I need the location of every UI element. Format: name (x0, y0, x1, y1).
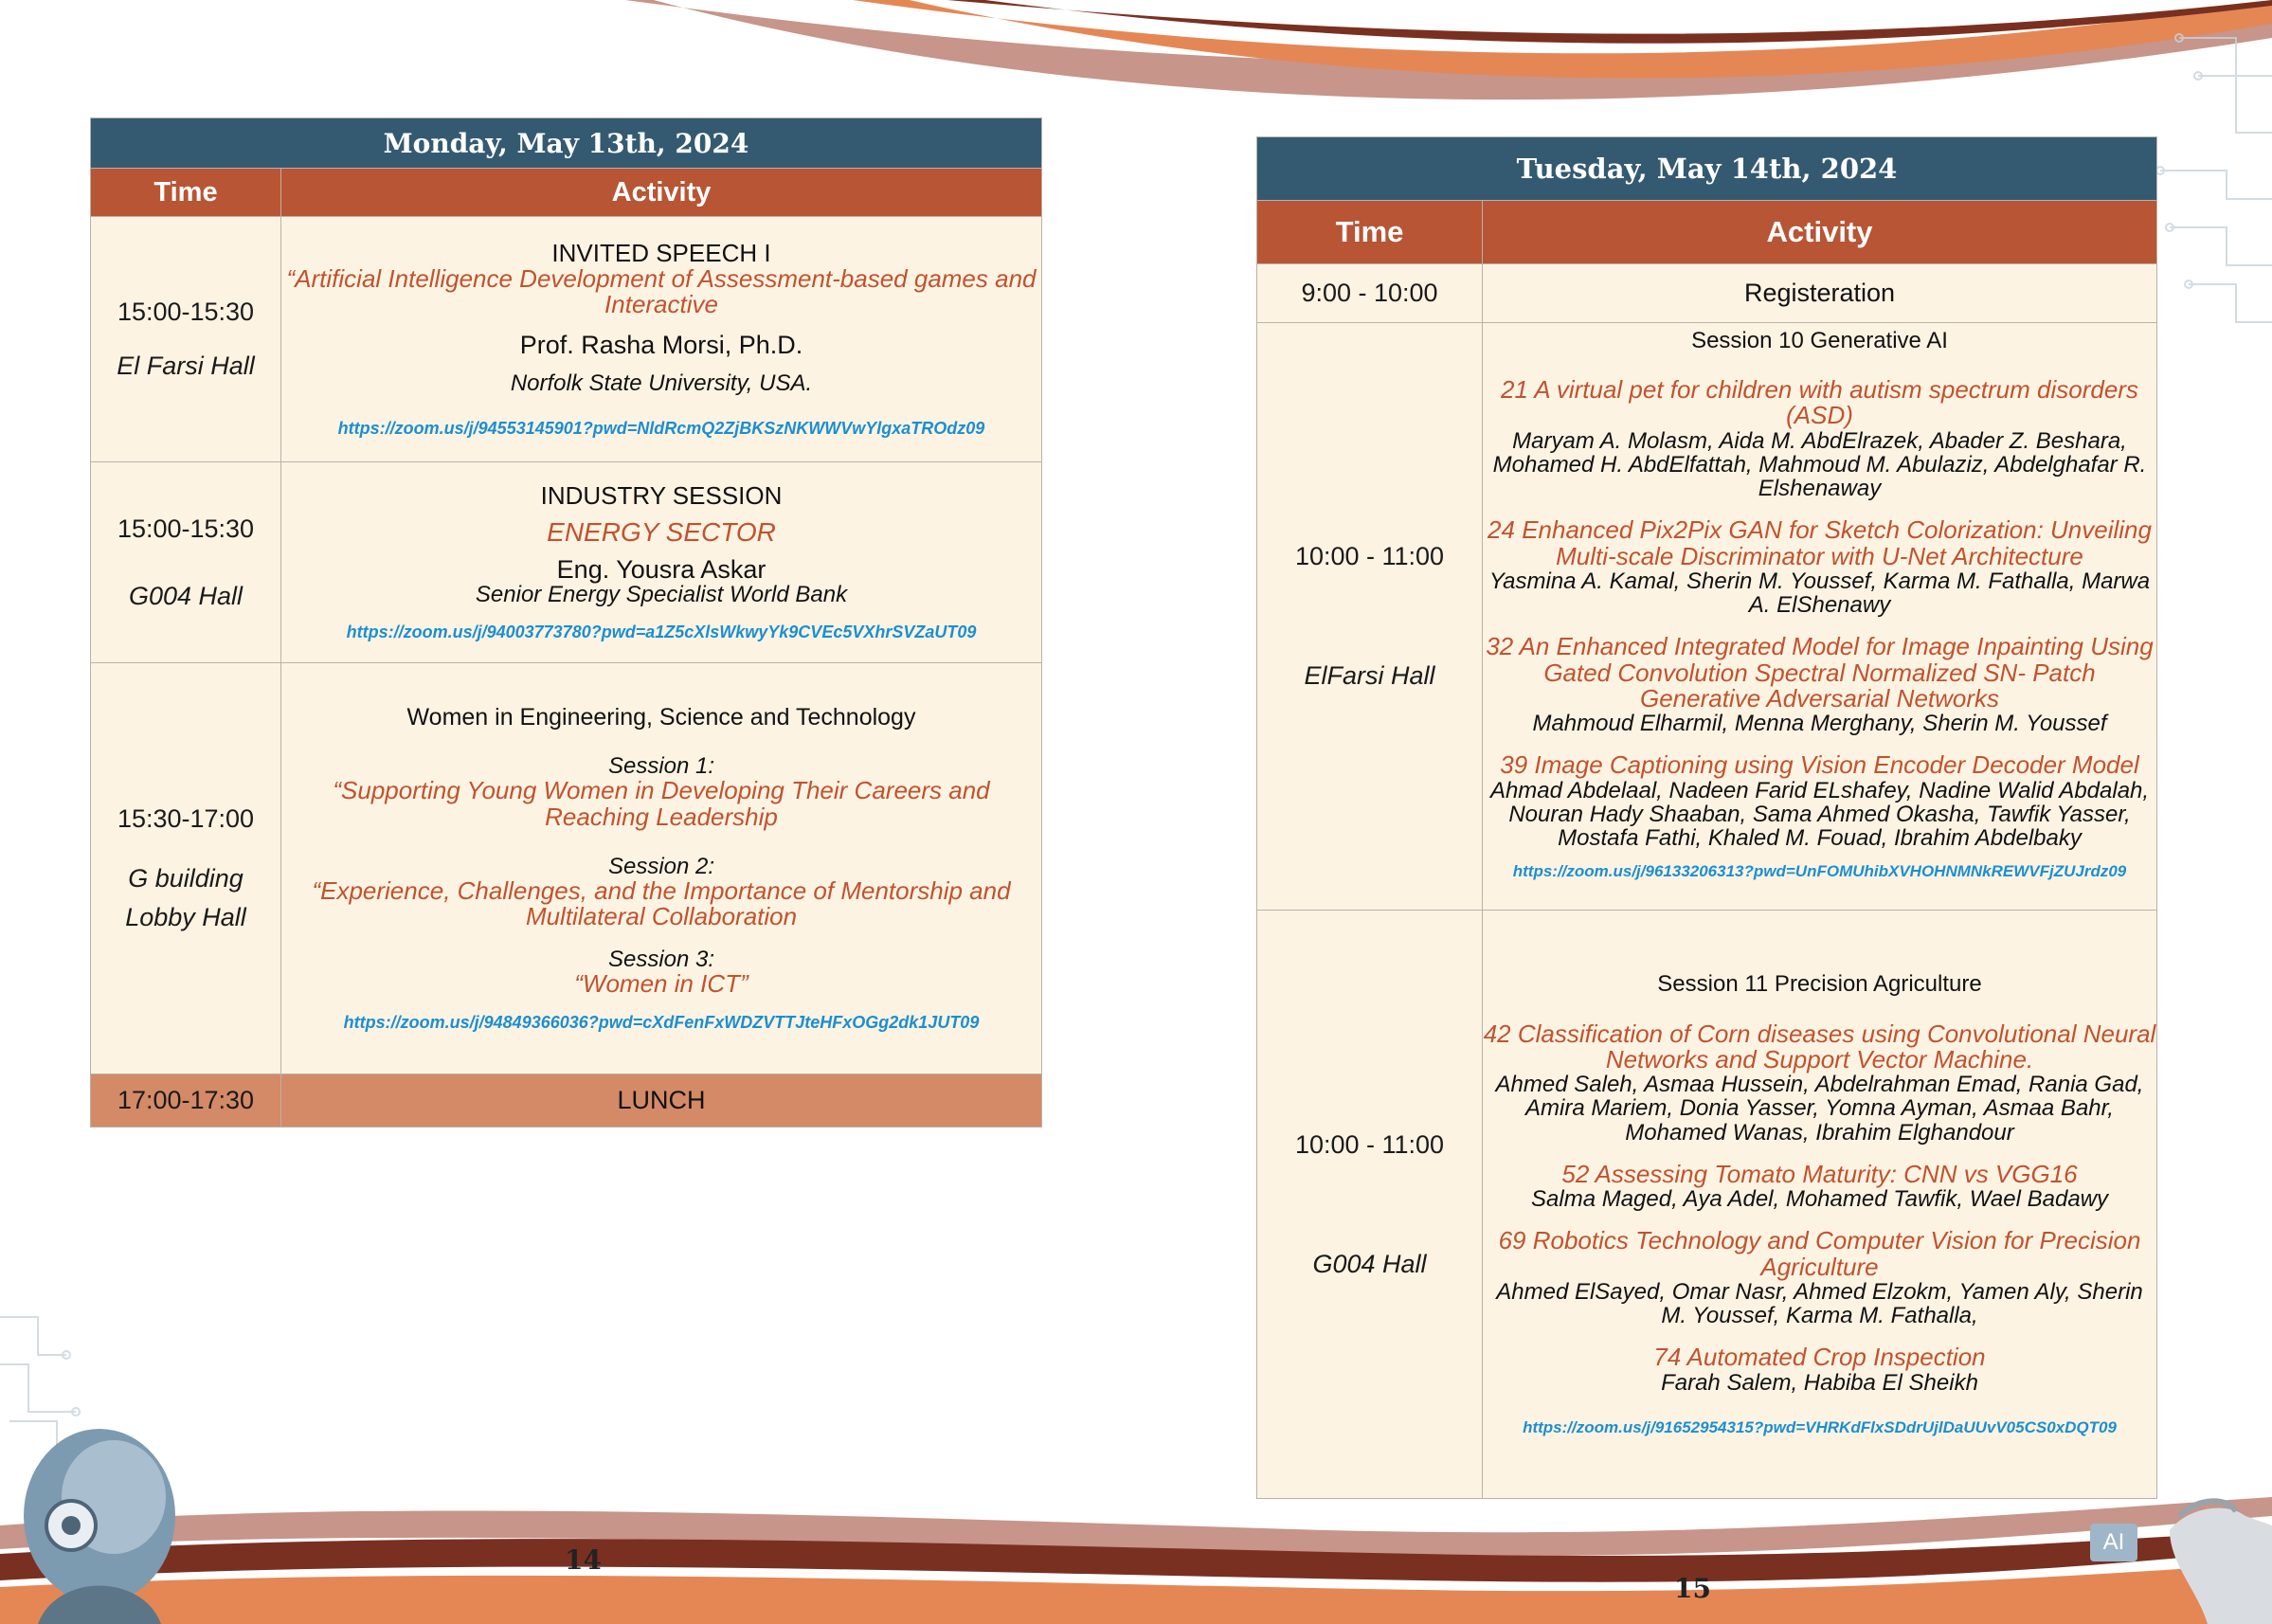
paper-title: 32 An Enhanced Integrated Model for Image Inpainting Using Gated Convolution Spectral Normalized SN- Patch Generative Adversarial Networks (1486, 632, 2154, 713)
paper-title: 42 Classification of Corn diseases using Convolutional Neural Networks and Support Vector Machine. (1483, 1019, 2156, 1074)
zoom-link[interactable]: https://zoom.us/j/94003773780?pwd=a1Z5cXlsWkwyYk9CVEc5VXhrSVZaUT09 (346, 623, 977, 642)
speaker-name: Eng. Yousra Askar (556, 554, 766, 584)
table-row (91, 462, 1042, 663)
paper-authors: Maryam A. Molasm, Aida M. AbdElrazek, Abader Z. Beshara, Mohamed H. AbdElfattah, Mahmoud M. Abulaziz, Abdelghafar R. Elshenaway (1492, 427, 2147, 502)
speaker-affiliation: Norfolk State University, USA. (510, 370, 813, 397)
paper-title: 39 Image Captioning using Vision Encoder Decoder Model (1500, 750, 2139, 780)
activity-cell (1483, 323, 2157, 911)
zoom-link[interactable]: https://zoom.us/j/96133206313?pwd=UnFOMUhibXVHOHNMNkREWVFjZUJrdz09 (1512, 862, 2127, 881)
time-header: Time (91, 169, 281, 217)
talk-title: ENERGY SECTOR (547, 517, 776, 548)
paper-authors: Ahmad Abdelaal, Nadeen Farid ELshafey, Nadine Walid Abdalah, Nouran Hady Shaaban, Sama Ahmed Okasha, Tawfik Yasser, Mostafa Fathi, Khaled M. Fouad, Ibrahim Abdelbaky (1489, 777, 2150, 852)
session-heading: INVITED SPEECH I (551, 238, 771, 267)
zoom-link[interactable]: https://zoom.us/j/94553145901?pwd=NldRcmQ2ZjBKSzNKWWVwYlgxaTROdz09 (337, 419, 985, 439)
registration-row (1257, 264, 2157, 323)
lunch-time: 17:00-17:30 (91, 1074, 281, 1128)
paper-title: 69 Robotics Technology and Computer Vision for Precision Agriculture (1498, 1226, 2141, 1281)
talk-title: “Artificial Intelligence Development of Assessment-based games and Interactive (286, 264, 1037, 319)
paper-title: 74 Automated Crop Inspection (1653, 1343, 1986, 1372)
activity-cell (281, 217, 1042, 462)
session-heading: Women in Engineering, Science and Technology (406, 703, 916, 731)
table-row (91, 663, 1042, 1074)
paper-authors: Ahmed ElSayed, Omar Nasr, Ahmed Elzokm, Yamen Aly, Sherin M. Youssef, Karma M. Fathalla, (1496, 1278, 2143, 1329)
time-cell (1257, 323, 1483, 911)
activity-header: Activity (1483, 201, 2157, 264)
session-heading: INDUSTRY SESSION (540, 480, 783, 510)
zoom-link[interactable]: https://zoom.us/j/91652954315?pwd=VHRKdFlxSDdrUjlDaUUvV05CS0xDQT09 (1523, 1417, 2117, 1436)
registration-time: 9:00 - 10:00 (1257, 264, 1483, 323)
talk-title: “Experience, Challenges, and the Importance of Mentorship and Multilateral Collaboration (312, 876, 1011, 931)
paper-authors: Salma Maged, Aya Adel, Mohamed Tawfik, Wael Badawy (1531, 1186, 2108, 1213)
activity-cell (281, 462, 1042, 663)
day-title: Monday, May 13th, 2024 (91, 118, 1042, 169)
session-label: Session 3: (607, 946, 715, 972)
time-range: 15:00-15:30 (117, 514, 255, 543)
lunch-row (91, 1074, 1042, 1128)
table-row (91, 217, 1042, 462)
zoom-link[interactable]: https://zoom.us/j/94849366036?pwd=cXdFenFxWDZVTTJteHFxOGg2dk1JUT09 (343, 1013, 980, 1033)
session-label: Session 1: (607, 753, 715, 780)
page-number-left: 14 (565, 1544, 602, 1576)
lunch-label: LUNCH (281, 1074, 1042, 1128)
time-cell (1257, 911, 1483, 1499)
time-header: Time (1257, 201, 1483, 264)
time-range: 10:00 - 11:00 (1294, 542, 1445, 570)
table-row (1257, 323, 2157, 911)
activity-header: Activity (281, 169, 1042, 217)
paper-authors: Mahmoud Elharmil, Menna Merghany, Sherin M. Youssef (1532, 711, 2107, 737)
page-number-right: 15 (1674, 1573, 1711, 1604)
circuit-pattern-icon (0, 1317, 80, 1450)
monday-schedule-table (90, 117, 1042, 1128)
hall-name: ElFarsi Hall (1304, 661, 1435, 690)
activity-cell (281, 663, 1042, 1074)
speaker-affiliation: Senior Energy Specialist World Bank (475, 581, 848, 607)
time-cell (91, 663, 281, 1074)
paper-title: 24 Enhanced Pix2Pix GAN for Sketch Colorization: Unveiling Multi-scale Discriminator with U-Net Architecture (1488, 515, 2152, 570)
hall-name-line2: Lobby Hall (125, 903, 246, 931)
hall-name: G004 Hall (128, 581, 243, 610)
time-range: 10:00 - 11:00 (1294, 1129, 1445, 1159)
time-range: 15:30-17:00 (117, 804, 255, 833)
circuit-pattern-icon (2156, 34, 2272, 322)
registration-label: Registeration (1483, 264, 2157, 323)
activity-cell (1483, 911, 2157, 1499)
ai-badge: AI (2090, 1524, 2137, 1561)
session-heading: Session 10 Generative AI (1691, 328, 1948, 353)
paper-title: 21 A virtual pet for children with autism spectrum disorders (ASD) (1501, 375, 2138, 430)
paper-authors: Farah Salem, Habiba El Sheikh (1661, 1369, 1978, 1396)
talk-title: “Women in ICT” (574, 968, 748, 998)
paper-title: 52 Assessing Tomato Maturity: CNN vs VGG16 (1561, 1159, 2078, 1188)
talk-title: “Supporting Young Women in Developing Their Careers and Reaching Leadership (333, 776, 990, 831)
speaker-name: Prof. Rasha Morsi, Ph.D. (519, 330, 803, 359)
session-label: Session 2: (607, 853, 715, 879)
time-cell (91, 462, 281, 663)
hall-name: G building (128, 864, 243, 893)
day-title: Tuesday, May 14th, 2024 (1257, 137, 2157, 201)
paper-authors: Ahmed Saleh, Asmaa Hussein, Abdelrahman Emad, Rania Gad, Amira Mariem, Donia Yasser, Yomna Ayman, Asmaa Bahr, Mohamed Wanas, Ibrahim Elghandour (1495, 1072, 2144, 1146)
tuesday-schedule-table (1256, 136, 2157, 1499)
hall-name: El Farsi Hall (117, 352, 255, 380)
hall-name: G004 Hall (1312, 1249, 1427, 1278)
paper-authors: Yasmina A. Kamal, Sherin M. Youssef, Karma M. Fathalla, Marwa A. ElShenawy (1488, 568, 2151, 619)
time-cell (91, 217, 281, 462)
table-row (1257, 911, 2157, 1499)
time-range: 15:00-15:30 (117, 298, 255, 326)
session-heading: Session 11 Precision Agriculture (1657, 971, 1982, 998)
